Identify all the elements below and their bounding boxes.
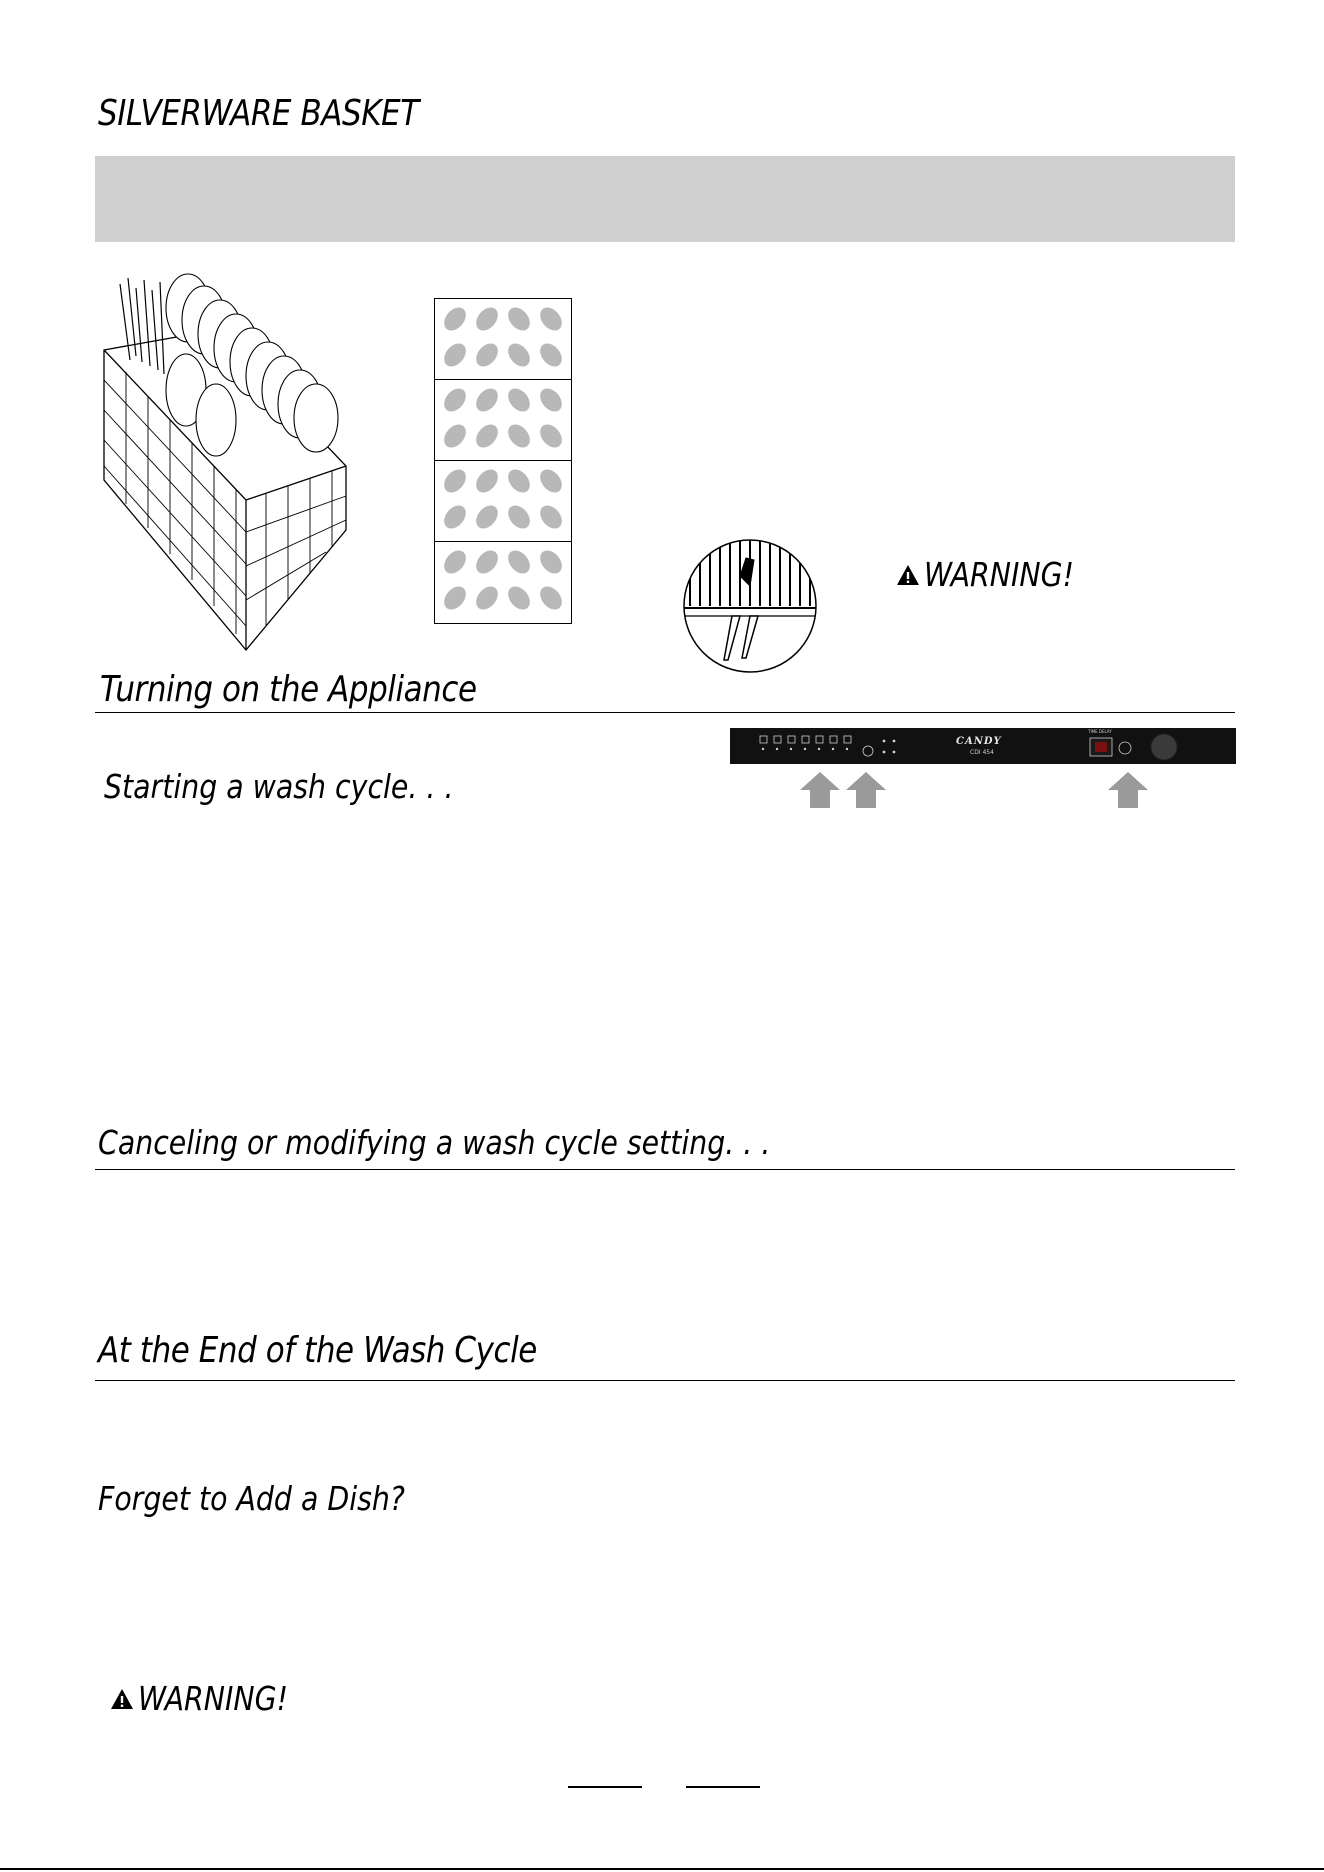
grid-cell bbox=[435, 461, 571, 542]
control-panel-illustration bbox=[730, 728, 1236, 764]
subsection-heading-forget: Forget to Add a Dish? bbox=[98, 1479, 405, 1518]
grid-cell bbox=[435, 299, 571, 380]
footer-line bbox=[568, 1786, 642, 1788]
section-rule bbox=[95, 1169, 1235, 1170]
knife-placement-illustration bbox=[680, 536, 820, 676]
arrow-up-icon bbox=[846, 772, 886, 808]
section-heading-end-cycle: At the End of the Wash Cycle bbox=[98, 1330, 537, 1371]
silverware-basket-illustration bbox=[96, 270, 354, 658]
section-heading-canceling: Canceling or modifying a wash cycle setting. . . bbox=[98, 1123, 771, 1162]
warning-text: WARNING! bbox=[138, 1679, 288, 1718]
bottom-edge-line bbox=[0, 1868, 1324, 1870]
warning-label-bottom bbox=[110, 1679, 312, 1718]
panel-brand-logo: CANDY bbox=[956, 736, 1002, 747]
page-title: SILVERWARE BASKET bbox=[98, 93, 419, 134]
gray-note-band bbox=[95, 156, 1235, 242]
basket-compartment-grid bbox=[434, 298, 572, 624]
grid-cell bbox=[435, 380, 571, 461]
warning-text: WARNING! bbox=[924, 555, 1074, 594]
arrow-up-icon bbox=[800, 772, 840, 808]
section-rule bbox=[95, 1380, 1235, 1381]
section-heading-turning-on: Turning on the Appliance bbox=[100, 669, 477, 710]
arrow-up-icon bbox=[1108, 772, 1148, 808]
section-rule bbox=[95, 712, 1235, 713]
footer-line bbox=[686, 1786, 760, 1788]
subsection-heading-starting: Starting a wash cycle. . . bbox=[104, 767, 454, 806]
warning-triangle-icon bbox=[110, 1687, 134, 1711]
panel-model-label: CDI 454 bbox=[970, 749, 994, 756]
panel-display-label: TIME DELAY bbox=[1088, 729, 1112, 734]
grid-cell bbox=[435, 542, 571, 623]
warning-triangle-icon bbox=[896, 563, 920, 587]
warning-label-top bbox=[896, 555, 1098, 594]
